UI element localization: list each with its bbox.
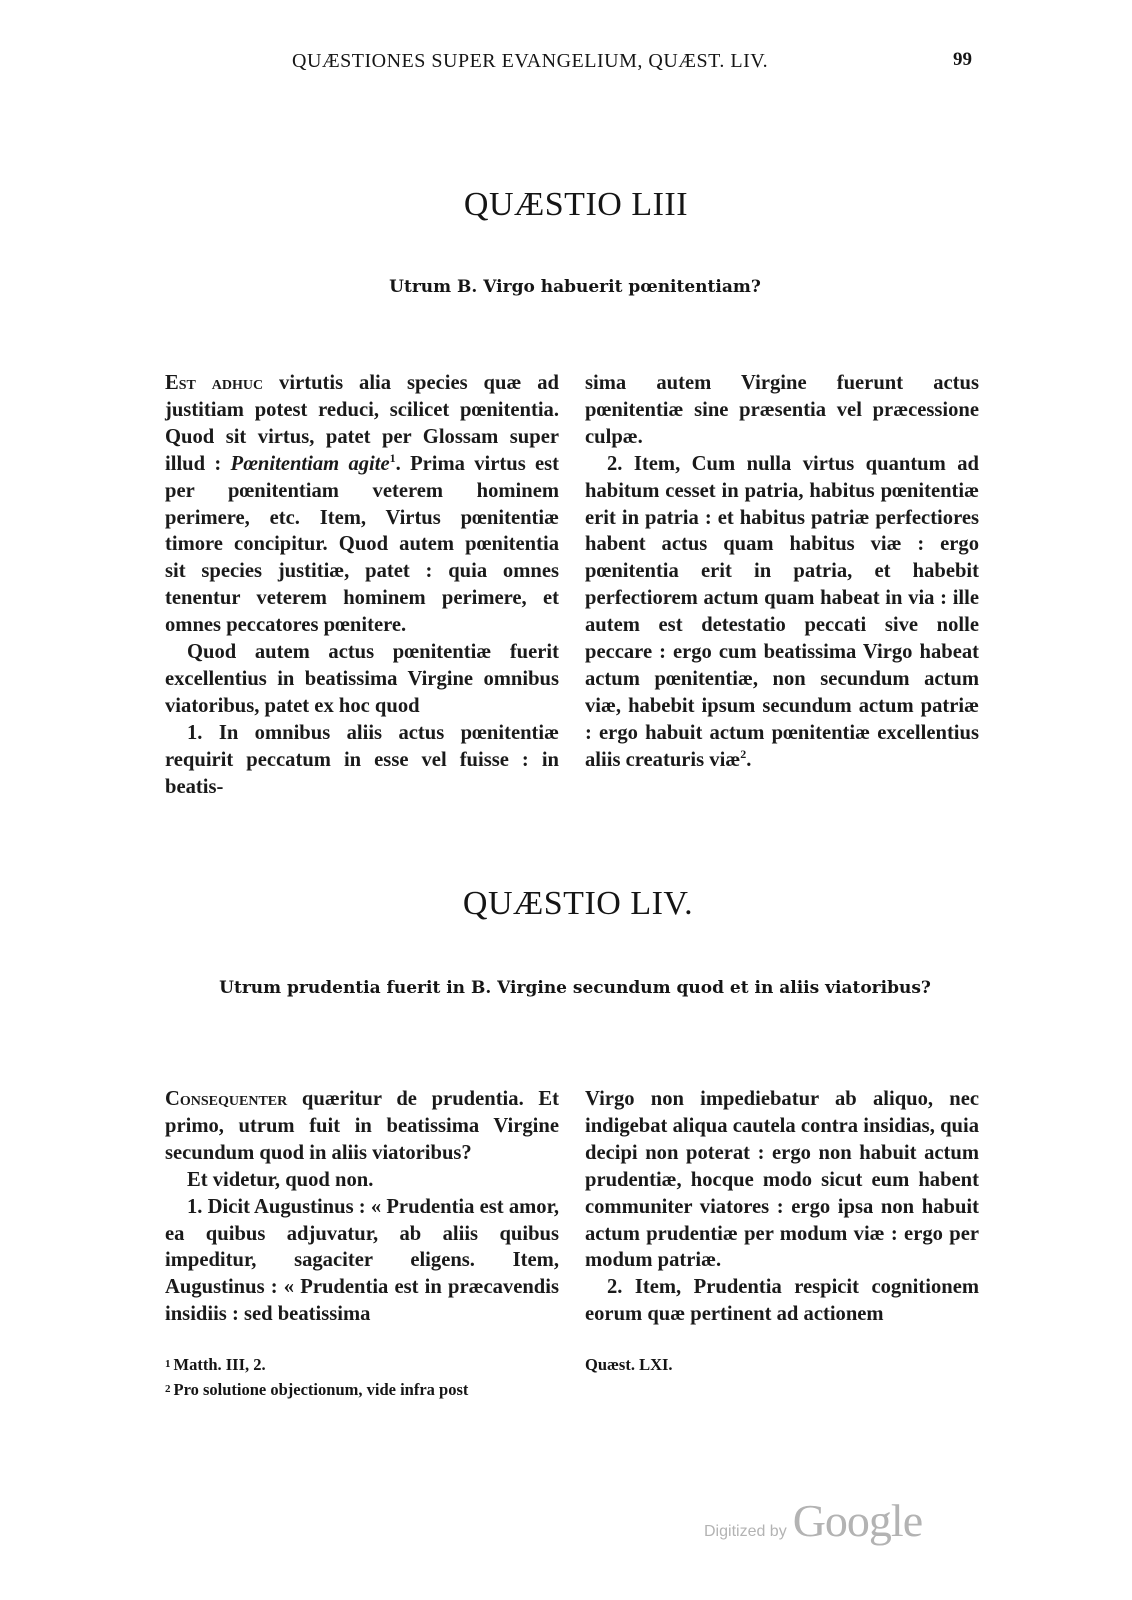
- footnote-text: Pro solutione objectionum, vide infra post: [173, 1380, 469, 1399]
- question-53-right-column: [585, 370, 979, 774]
- question-54-title: QUÆSTIO LIV.: [462, 885, 694, 922]
- footnote-mark: 1: [165, 1358, 171, 1370]
- paragraph: 1. Dicit Augustinus : « Prudentia est amor, ea quibus adjuvatur, ab aliis quibus impeditur, sagaciter eligens. Item, Augustinus : « Prudentia est in præcavendis insidiis : sed beatissima: [165, 1195, 559, 1326]
- text-run: . Prima virtus est per pœnitentiam veterem hominem perimere, etc. Item, Virtus pœnitentiæ timore concipitur. Quod autem pœnitentia sit species justitiæ, patet : quia omnes tenentur veterem hominem perimere, et omnes peccatores pœnitere.: [165, 452, 559, 637]
- footnote-continuation: [585, 1352, 785, 1377]
- footnote-ref: 2: [740, 746, 747, 761]
- question-54-subtitle: Utrum prudentia fuerit in B. Virgine secundum quod et in aliis viatoribus?: [219, 978, 931, 998]
- scripture-quote: Pœnitentiam agite: [230, 452, 390, 475]
- opening-words: Consequenter: [165, 1088, 288, 1110]
- google-logo: Google: [792, 1495, 923, 1546]
- text-run: 2. Item, Cum nulla virtus quantum ad habitum cesset in patria, habitus pœnitentiæ erit in patria : et habitus patriæ perfectiores habent actus quam habitus viæ : ergo pœnitentia erit in patria, et habebit perfectiorem actum quam habeat in via : ille autem est detestatio peccati sive nolle peccare : ergo cum beatissima Virgo habeat actum pœnitentiæ, non secundum actum viæ, habebit ipsum secundum actum patriæ : ergo habuit actum pœnitentiæ excellentius aliis creaturis viæ: [585, 452, 979, 771]
- page-number: 99: [953, 49, 972, 70]
- text-run: virtutis alia species quæ ad justitiam potest reduci, scilicet pœnitentia. Quod sit virtus, patet per Glossam super illud :: [165, 372, 560, 475]
- watermark-prefix: Digitized by: [704, 1523, 787, 1540]
- paragraph: Virgo non impediebatur ab aliquo, nec indigebat aliqua cautela contra insidias, quia decipi non poterat : ergo non habuit actum prudentiæ, hocque modo sicut eum habent communiter viatores : ergo ipsa non habuit actum prudentiæ per modum viæ : ergo per modum patriæ.: [585, 1088, 979, 1272]
- text-run: .: [746, 748, 752, 771]
- paragraph: [165, 1086, 559, 1167]
- running-title: QUÆSTIONES SUPER EVANGELIUM, QUÆST. LIV.: [292, 50, 769, 72]
- question-53-subtitle: Utrum B. Virgo habuerit pœnitentiam?: [389, 277, 761, 297]
- paragraph: 2. Item, Prudentia respicit cognitionem eorum quæ pertinent ad actionem: [585, 1276, 979, 1326]
- question-54-right-column: [585, 1086, 979, 1328]
- footnote-1: [165, 1352, 565, 1377]
- footnote-text: Matth. III, 2.: [173, 1355, 266, 1374]
- opening-words: Est adhuc: [165, 372, 264, 394]
- footnote-mark: 2: [165, 1383, 171, 1395]
- paragraph: sima autem Virgine fuerunt actus pœnitentiæ sine præsentia vel præcessione culpæ.: [585, 372, 979, 448]
- paragraph: Et videtur, quod non.: [187, 1168, 374, 1191]
- paragraph: [165, 370, 559, 639]
- paragraph: 1. In omnibus aliis actus pœnitentiæ requirit peccatum in esse vel fuisse : in beatis-: [165, 721, 559, 798]
- question-54-left-column: [165, 1086, 559, 1328]
- paragraph: Quod autem actus pœnitentiæ fuerit excellentius in beatissima Virgine omnibus viatoribus, patet ex hoc quod: [165, 641, 559, 717]
- footnote-ref: 1: [389, 450, 396, 465]
- question-53-left-column: [165, 370, 559, 801]
- text-run: quæritur de prudentia. Et primo, utrum fuit in beatissima Virgine secundum quod in aliis viatoribus?: [165, 1088, 559, 1164]
- footnote-2-continued: Quæst. LXI.: [585, 1355, 673, 1374]
- question-53-title: QUÆSTIO LIII: [463, 186, 689, 223]
- paragraph: [585, 451, 979, 774]
- footnote-2: [165, 1377, 565, 1402]
- footnotes: [165, 1352, 565, 1402]
- digitization-watermark: [704, 1494, 922, 1547]
